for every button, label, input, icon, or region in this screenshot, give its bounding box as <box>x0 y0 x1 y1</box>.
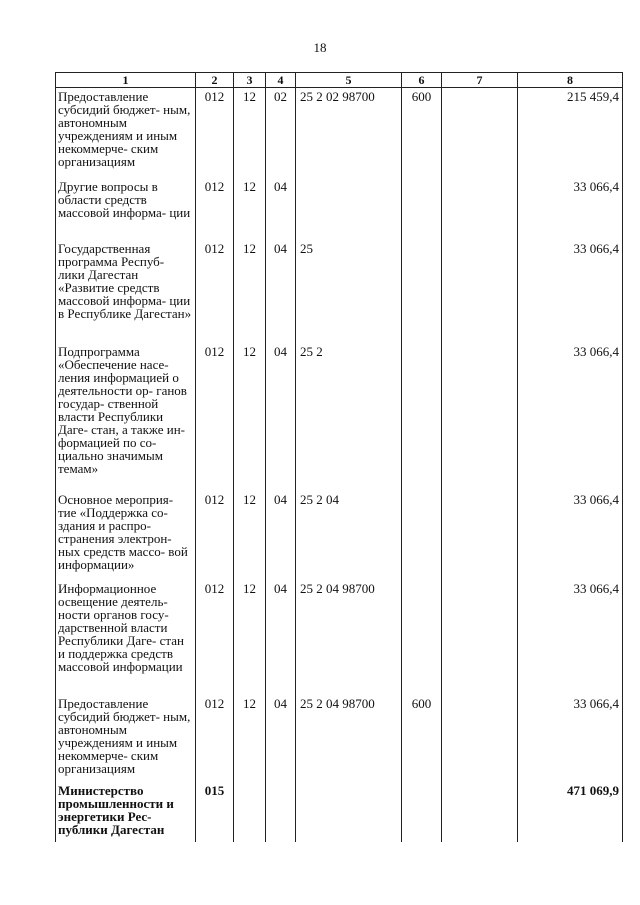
amount-cell: 215 459,4 <box>518 88 623 178</box>
expense-type-cell: 600 <box>402 88 442 178</box>
column-7-cell <box>442 88 518 178</box>
row-name-cell: Информационное освещение деятель- ности органов госу- дарственной власти Республики Даге- стан и поддержка средств массовой информации <box>56 580 196 695</box>
expense-type-cell <box>402 178 442 240</box>
table-row <box>56 343 623 491</box>
expense-type-cell: 600 <box>402 695 442 782</box>
section-code-cell: 12 <box>234 88 266 178</box>
table-row <box>56 491 623 580</box>
section-code-cell <box>234 782 266 842</box>
section-code-cell: 12 <box>234 178 266 240</box>
header-cell: 4 <box>266 73 296 88</box>
chapter-code-cell: 012 <box>196 580 234 695</box>
subsection-code-cell: 04 <box>266 343 296 491</box>
row-name-cell: Государственная программа Респуб- лики Дагестан «Развитие средств массовой информа- ции в Республике Дагестан» <box>56 240 196 343</box>
subsection-code-cell: 04 <box>266 178 296 240</box>
section-code-cell: 12 <box>234 491 266 580</box>
amount-cell: 33 066,4 <box>518 240 623 343</box>
subsection-code-cell: 02 <box>266 88 296 178</box>
chapter-code-cell: 012 <box>196 178 234 240</box>
row-name-cell: Министерство промышленности и энергетики Рес- публики Дагестан <box>56 782 196 842</box>
subsection-code-cell <box>266 782 296 842</box>
header-cell: 7 <box>442 73 518 88</box>
target-article-cell <box>296 178 402 240</box>
amount-cell: 471 069,9 <box>518 782 623 842</box>
target-article-cell: 25 <box>296 240 402 343</box>
row-name-cell: Другие вопросы в области средств массовой информа- ции <box>56 178 196 240</box>
column-7-cell <box>442 178 518 240</box>
expense-type-cell <box>402 343 442 491</box>
subsection-code-cell: 04 <box>266 240 296 343</box>
section-code-cell: 12 <box>234 695 266 782</box>
target-article-cell: 25 2 04 98700 <box>296 695 402 782</box>
expense-type-cell <box>402 491 442 580</box>
chapter-code-cell: 015 <box>196 782 234 842</box>
header-cell: 8 <box>518 73 623 88</box>
section-code-cell: 12 <box>234 343 266 491</box>
amount-cell: 33 066,4 <box>518 580 623 695</box>
subsection-code-cell: 04 <box>266 580 296 695</box>
target-article-cell: 25 2 04 98700 <box>296 580 402 695</box>
expense-type-cell <box>402 580 442 695</box>
table-row <box>56 782 623 842</box>
chapter-code-cell: 012 <box>196 343 234 491</box>
amount-cell: 33 066,4 <box>518 178 623 240</box>
row-name-cell: Основное мероприя- тие «Поддержка со- здания и распро- странения электрон- ных средств массо- вой информации» <box>56 491 196 580</box>
budget-table <box>55 72 623 842</box>
section-code-cell: 12 <box>234 240 266 343</box>
column-7-cell <box>442 343 518 491</box>
table-row <box>56 695 623 782</box>
table-row <box>56 580 623 695</box>
chapter-code-cell: 012 <box>196 491 234 580</box>
chapter-code-cell: 012 <box>196 88 234 178</box>
header-cell: 6 <box>402 73 442 88</box>
header-cell: 3 <box>234 73 266 88</box>
table-row <box>56 88 623 178</box>
expense-type-cell <box>402 240 442 343</box>
section-code-cell: 12 <box>234 580 266 695</box>
column-7-cell <box>442 695 518 782</box>
amount-cell: 33 066,4 <box>518 695 623 782</box>
target-article-cell: 25 2 04 <box>296 491 402 580</box>
amount-cell: 33 066,4 <box>518 343 623 491</box>
table-row <box>56 240 623 343</box>
target-article-cell: 25 2 02 98700 <box>296 88 402 178</box>
expense-type-cell <box>402 782 442 842</box>
target-article-cell: 25 2 <box>296 343 402 491</box>
column-7-cell <box>442 782 518 842</box>
column-7-cell <box>442 580 518 695</box>
row-name-cell: Подпрограмма «Обеспечение насе- ления информацией о деятельности ор- ганов государ- ственной власти Республики Даге- стан, а также ин- формацией по со- циально значимым темам» <box>56 343 196 491</box>
target-article-cell <box>296 782 402 842</box>
column-7-cell <box>442 491 518 580</box>
chapter-code-cell: 012 <box>196 240 234 343</box>
row-name-cell: Предоставление субсидий бюджет- ным, автономным учреждениям и иным некоммерче- ским организациям <box>56 88 196 178</box>
chapter-code-cell: 012 <box>196 695 234 782</box>
table-row <box>56 178 623 240</box>
header-cell: 2 <box>196 73 234 88</box>
column-7-cell <box>442 240 518 343</box>
subsection-code-cell: 04 <box>266 695 296 782</box>
subsection-code-cell: 04 <box>266 491 296 580</box>
amount-cell: 33 066,4 <box>518 491 623 580</box>
row-name-cell: Предоставление субсидий бюджет- ным, автономным учреждениям и иным некоммерче- ским организациям <box>56 695 196 782</box>
header-cell: 1 <box>56 73 196 88</box>
header-cell: 5 <box>296 73 402 88</box>
page-number: 18 <box>313 40 327 55</box>
header-row <box>56 73 623 88</box>
table-body <box>56 88 623 842</box>
